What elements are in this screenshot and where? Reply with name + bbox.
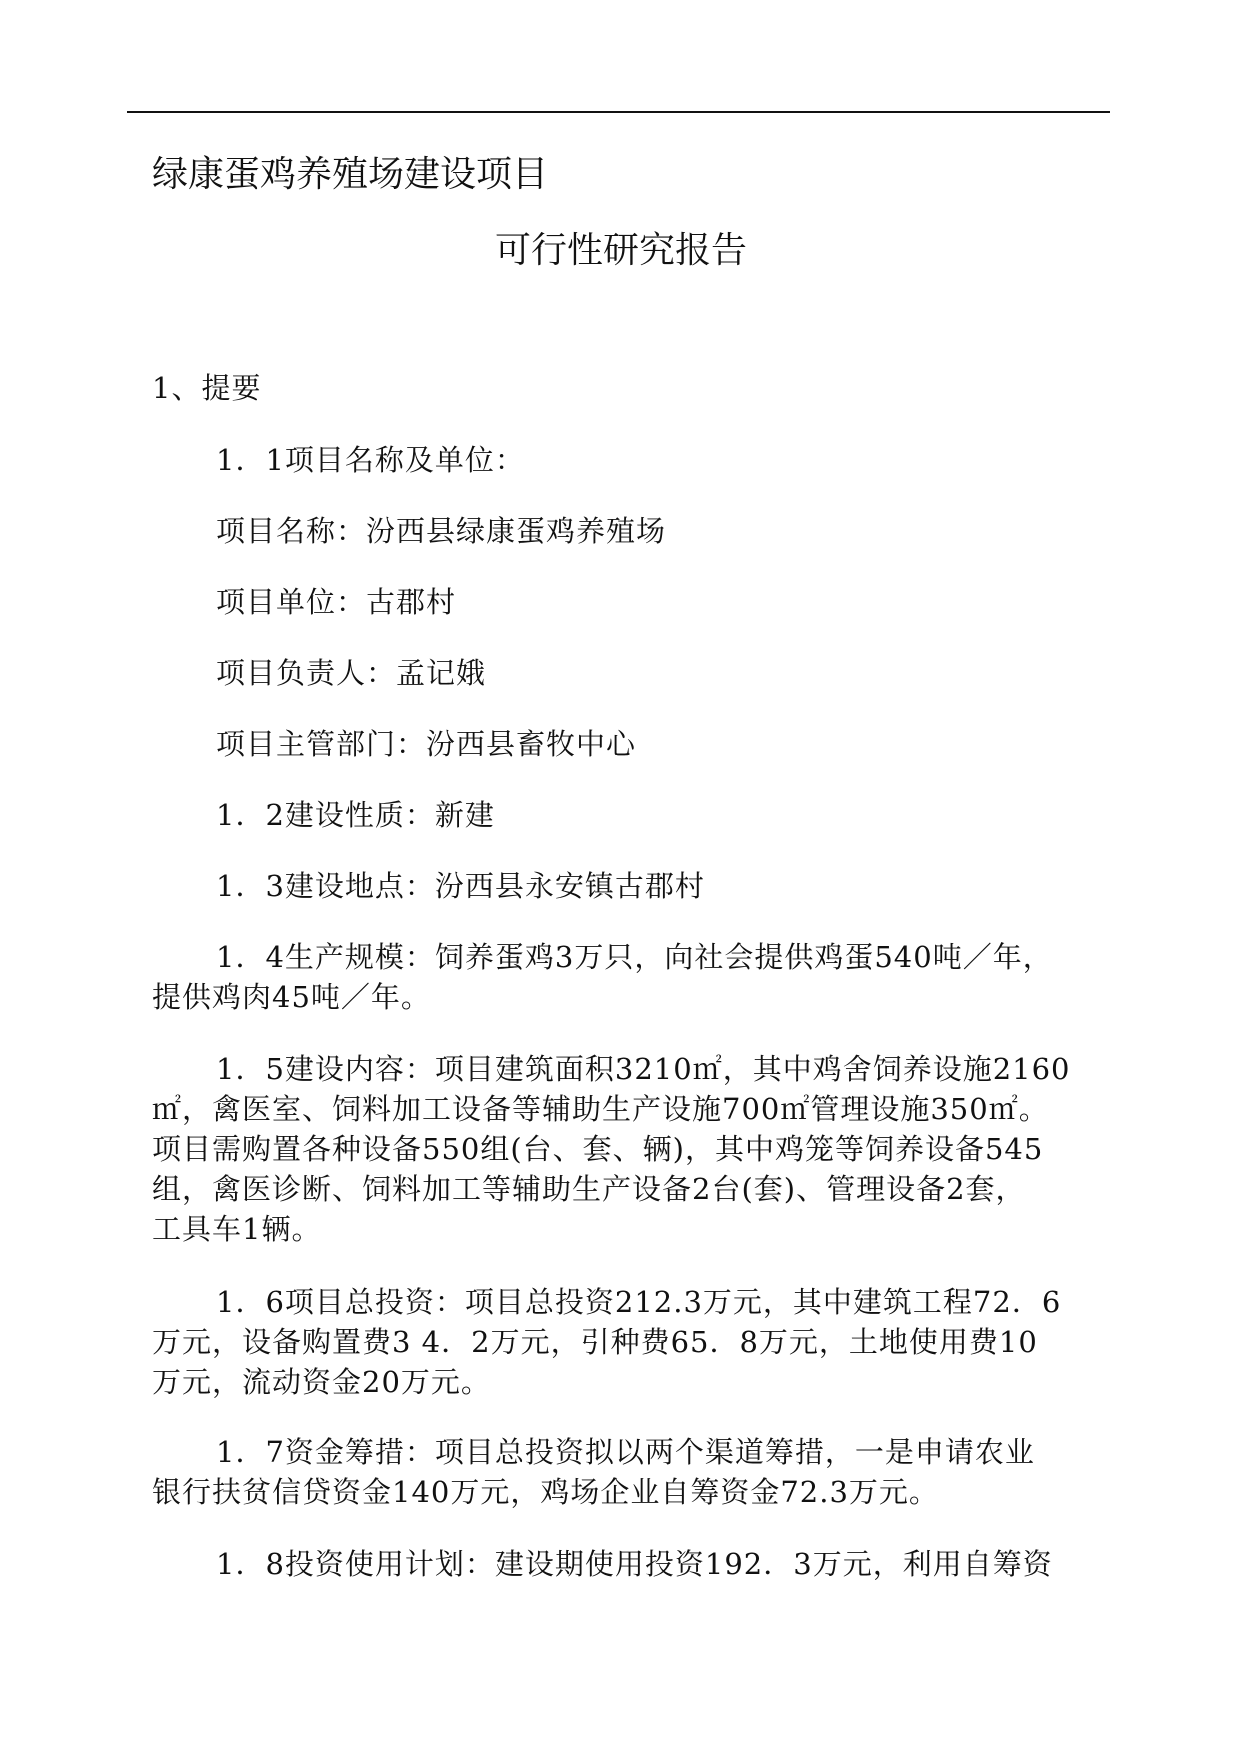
header-rule [127, 111, 1110, 113]
item-1-4-line-1: 1．4生产规模：饲养蛋鸡3万只，向社会提供鸡蛋540吨／年， [216, 940, 1053, 974]
item-1-4-paragraph [152, 937, 1110, 1017]
project-name: 项目名称：汾西县绿康蛋鸡养殖场 [216, 514, 667, 548]
item-1-6-line-2: 万元，设备购置费3 4．2万元，引种费65．8万元，土地使用费10 [152, 1325, 1038, 1359]
item-1-5-line-4: 组，禽医诊断、饲料加工等辅助生产设备2台(套)、管理设备2套， [152, 1172, 1026, 1206]
item-1-5-line-1: 1．5建设内容：项目建筑面积3210㎡，其中鸡舍饲养设施2160 [216, 1052, 1071, 1086]
project-department: 项目主管部门：汾西县畜牧中心 [216, 727, 637, 761]
item-1-8-paragraph [152, 1544, 1110, 1584]
item-1-6-line-1: 1．6项目总投资：项目总投资212.3万元，其中建筑工程72．6 [216, 1285, 1062, 1319]
project-unit: 项目单位：古郡村 [216, 585, 457, 619]
item-1-1: 1．1项目名称及单位： [216, 443, 525, 477]
item-1-3: 1．3建设地点：汾西县永安镇古郡村 [216, 869, 705, 903]
item-1-7-line-2: 银行扶贫信贷资金140万元，鸡场企业自筹资金72.3万元。 [152, 1475, 939, 1509]
item-1-2: 1．2建设性质：新建 [216, 798, 495, 832]
item-1-5-line-3: 项目需购置各种设备550组(台、套、辆)，其中鸡笼等饲养设备545 [152, 1132, 1044, 1166]
item-1-7-line-1: 1．7资金筹措：项目总投资拟以两个渠道筹措，一是申请农业 [216, 1435, 1035, 1469]
item-1-5-line-5: 工具车1辆。 [152, 1212, 322, 1246]
document-subtitle: 可行性研究报告 [495, 230, 748, 271]
document-title: 绿康蛋鸡养殖场建设项目 [152, 154, 549, 195]
item-1-8-line-1: 1．8投资使用计划：建设期使用投资192．3万元，利用自筹资 [216, 1547, 1053, 1581]
item-1-7-paragraph [152, 1432, 1110, 1512]
item-1-5-paragraph [152, 1049, 1110, 1249]
project-leader: 项目负责人：孟记娥 [216, 656, 487, 690]
item-1-6-paragraph [152, 1282, 1110, 1402]
section-heading: 1、提要 [152, 371, 262, 405]
item-1-5-line-2: ㎡，禽医室、饲料加工设备等辅助生产设施700㎡管理设施350㎡。 [152, 1092, 1049, 1126]
item-1-6-line-3: 万元，流动资金20万元。 [152, 1365, 491, 1399]
item-1-4-line-2: 提供鸡肉45吨／年。 [152, 980, 431, 1014]
